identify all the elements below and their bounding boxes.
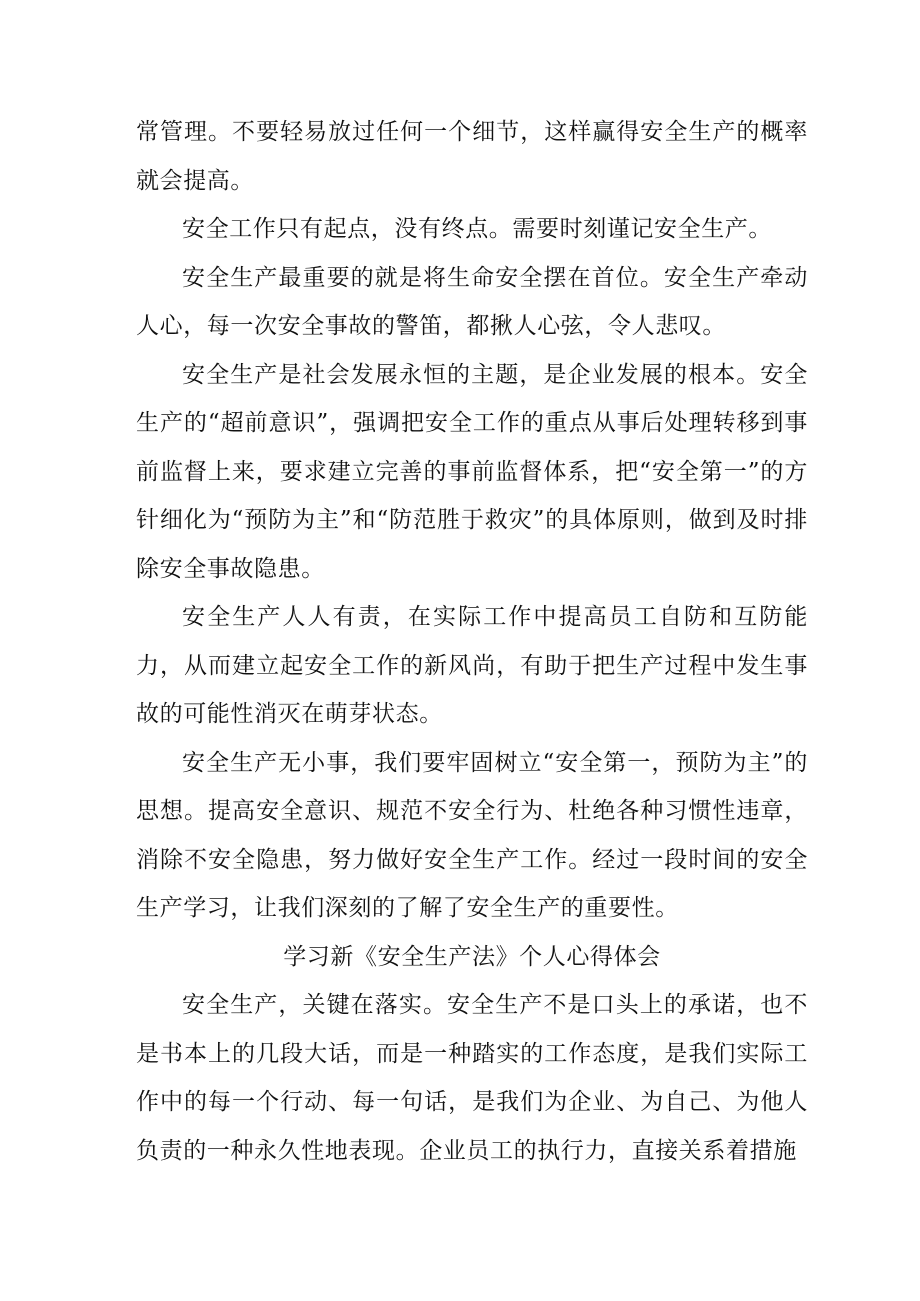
paragraph: 安全生产最重要的就是将生命安全摆在首位。安全生产牵动人心，每一次安全事故的警笛，都揪人心弦，令人悲叹。: [136, 264, 808, 339]
paragraph: 安全生产无小事，我们要牢固树立“安全第一，预防为主”的思想。提高安全意识、规范不安全行为、杜绝各种习惯性违章，消除不安全隐患，努力做好安全生产工作。经过一段时间的安全生产学习，让我们深刻的了解了安全生产的重要性。: [136, 749, 808, 921]
paragraph-continuation: 常管理。不要轻易放过任何一个细节，这样赢得安全生产的概率就会提高。: [136, 119, 808, 194]
paragraph: 安全生产，关键在落实。安全生产不是口头上的承诺，也不是书本上的几段大话，而是一种踏实的工作态度，是我们实际工作中的每一个行动、每一句话，是我们为企业、为自己、为他人负责的一种永久性地表现。企业员工的执行力，直接关系着措施: [136, 992, 808, 1164]
paragraph: 安全生产是社会发展永恒的主题，是企业发展的根本。安全生产的“超前意识”，强调把安全工作的重点从事后处理转移到事前监督上来，要求建立完善的事前监督体系，把“安全第一”的方针细化为“预防为主”和“防范胜于救灾”的具体原则，做到及时排除安全事故隐患。: [136, 361, 808, 582]
paragraph: 安全工作只有起点，没有终点。需要时刻谨记安全生产。: [182, 216, 772, 242]
paragraph: 安全生产人人有责，在实际工作中提高员工自防和互防能力，从而建立起安全工作的新风尚，有助于把生产过程中发生事故的可能性消灭在萌芽状态。: [136, 604, 808, 727]
section-heading: 学习新《安全生产法》个人心得体会: [283, 943, 661, 970]
